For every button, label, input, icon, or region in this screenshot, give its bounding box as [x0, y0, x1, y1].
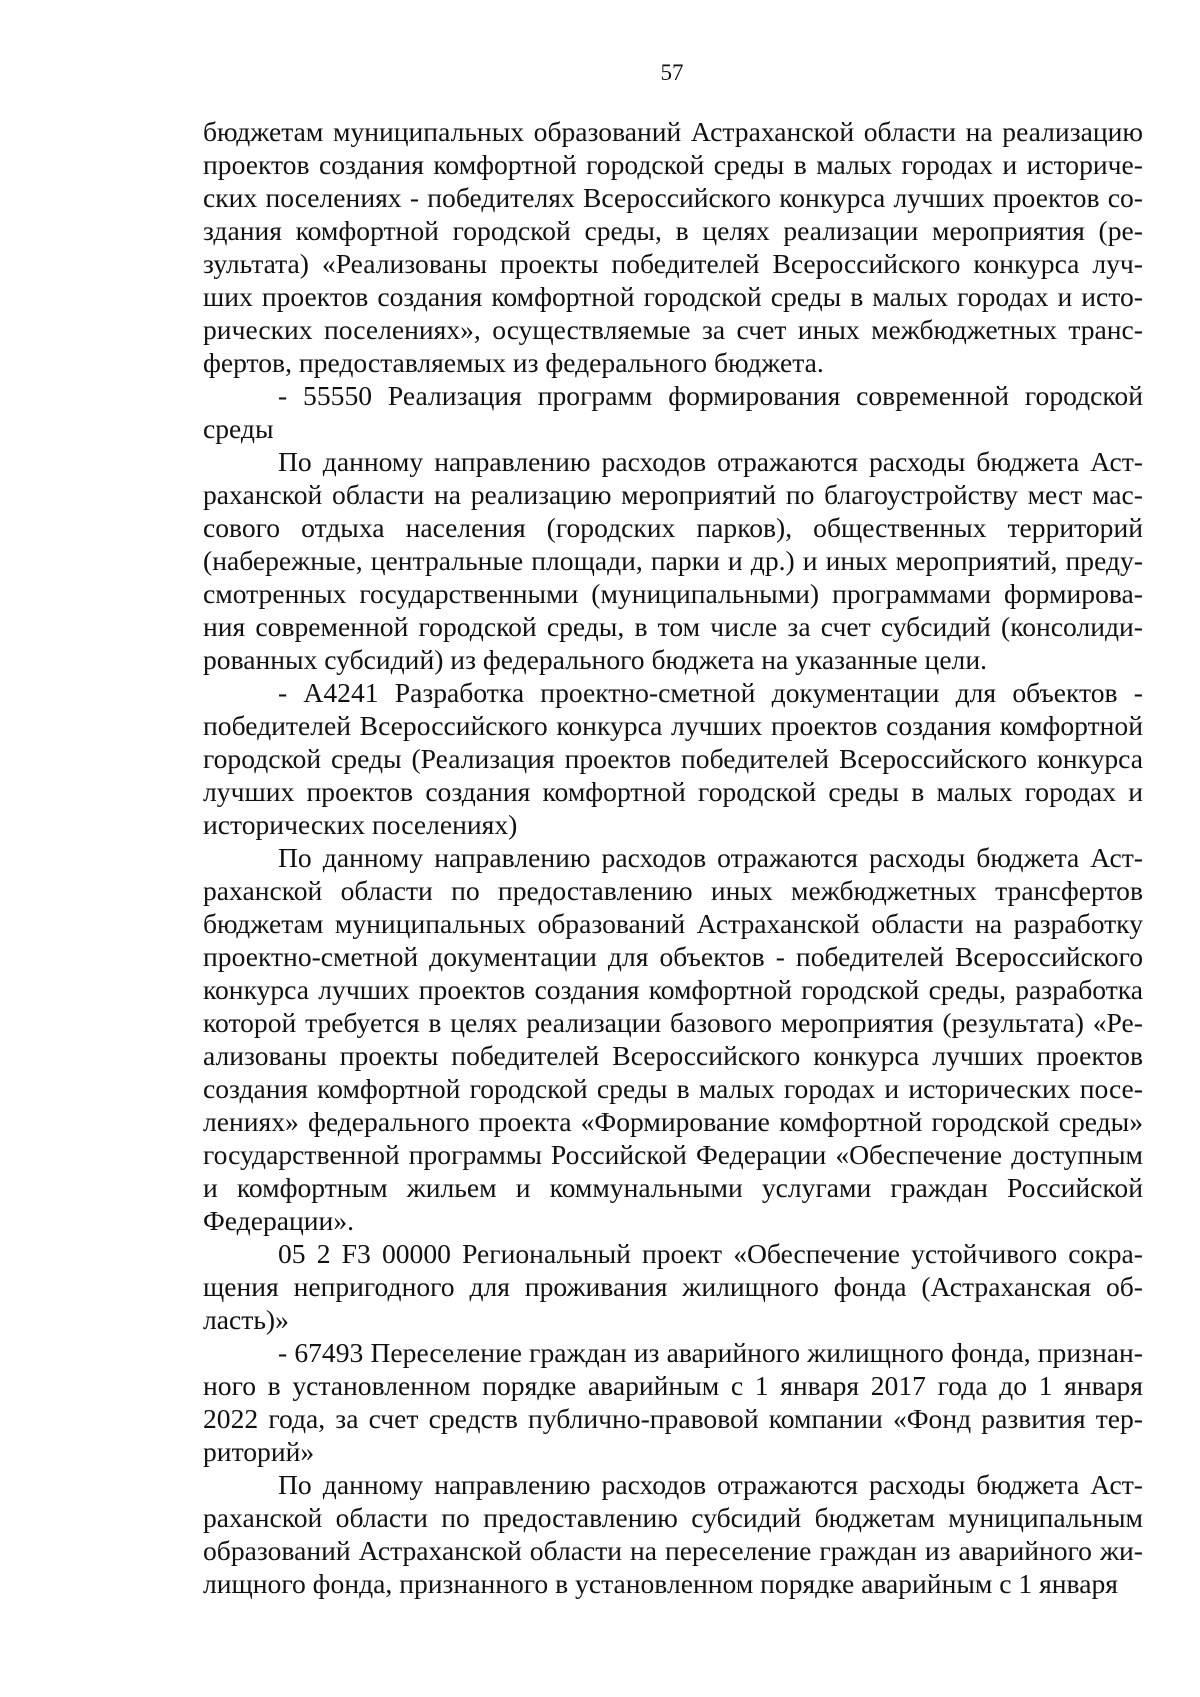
paragraph-description-67493: По данному направлению расходов отражаются расходы бюджета Астраханской области по предоставлению субсидий бюджетам муниципальным образований Астраханской области на переселение граждан из аварийного жилищного фонда, признанного в установленном порядке аварийным с 1 января: [203, 1469, 1143, 1599]
paragraph-expense-55550: - 55550 Реализация программ формирования современной городской среды: [203, 380, 1143, 444]
paragraph-description-a4241: По данному направлению расходов отражаются расходы бюджета Астраханской области по предоставлению иных межбюджетных трансфертов бюджетам муниципальных образований Астраханской области на разработку проектно-сметной документации для объектов - победителей Всероссийского конкурса лучших проектов создания комфортной городской среды, разработка которой требуется в целях реализации базового мероприятия (результата) «Реализованы проекты победителей Всероссийского конкурса лучших проектов создания комфортной городской среды в малых городах и исторических поселениях» федерального проекта «Формирование комфортной городской среды» государственной программы Российской Федерации «Обеспечение доступным и комфортным жильем и коммунальными услугами граждан Российской Федерации».: [203, 842, 1143, 1236]
paragraph-expense-67493: - 67493 Переселение граждан из аварийного жилищного фонда, признанного в установленном порядке аварийным с 1 января 2017 года до 1 января 2022 года, за счет средств публично-правовой компании «Фонд развития территорий»: [203, 1337, 1143, 1467]
paragraph-description-55550: По данному направлению расходов отражаются расходы бюджета Астраханской области на реализацию мероприятий по благоустройству мест массового отдыха населения (городских парков), общественных территорий (набережные, центральные площади, парки и др.) и иных мероприятий, предусмотренных государственными (муниципальными) программами формирования современной городской среды, в том числе за счет субсидий (консолидированных субсидий) из федерального бюджета на указанные цели.: [203, 446, 1143, 675]
paragraph-continuation: бюджетам муниципальных образований Астраханской области на реализацию проектов создания комфортной городской среды в малых городах и исторических поселениях - победителях Всероссийского конкурса лучших проектов создания комфортной городской среды, в целях реализации мероприятия (результата) «Реализованы проекты победителей Всероссийского конкурса лучших проектов создания комфортной городской среды в малых городах и исторических поселениях», осуществляемые за счет иных межбюджетных трансфертов, предоставляемых из федерального бюджета.: [203, 116, 1143, 378]
paragraph-expense-a4241: - А4241 Разработка проектно-сметной документации для объектов - победителей Всероссийского конкурса лучших проектов создания комфортной городской среды (Реализация проектов победителей Всероссийского конкурса лучших проектов создания комфортной городской среды в малых городах и исторических поселениях): [203, 677, 1143, 840]
page-number: 57: [660, 60, 684, 85]
document-body: [203, 115, 1143, 1600]
paragraph-regional-project-f3: 05 2 F3 00000 Региональный проект «Обеспечение устойчивого сокращения непригодного для проживания жилищного фонда (Астраханская область)»: [203, 1238, 1143, 1335]
